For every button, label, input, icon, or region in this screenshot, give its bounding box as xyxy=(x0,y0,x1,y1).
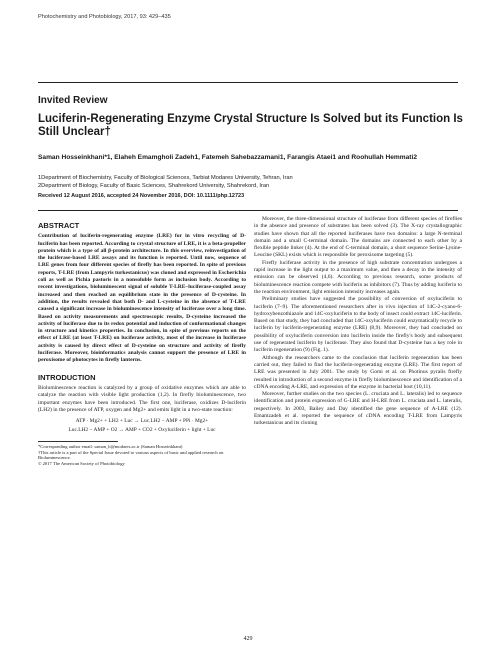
top-rule xyxy=(38,82,458,83)
footnote-rule xyxy=(38,441,118,442)
equation-1: ATP · Mg2+ + LH2 + Luc → Luc.LH2 − AMP + PPi · Mg2+ xyxy=(75,418,209,425)
section-label: Invited Review xyxy=(38,95,108,106)
body-paragraph: Firefly luciferase activity in the presence of high substrate concentration undergoes a rapid increase in the light output to a maximum value, and then a decay in the intensity of emission can be observed (4,6). According to previous research, some products of bioluminescence reaction compete with luciferin as inhibitors (7). Thus by adding luciferin to the reaction environment, light emission intensity increases again. xyxy=(254,259,462,295)
affiliation-1: 1Department of Biochemistry, Faculty of Biological Sciences, Tarbiat Modares University, Tehran, Iran xyxy=(38,175,293,181)
abstract-text: Contribution of luciferin-regenerating enzyme (LRE) for in vitro recycling of D-luciferin has been reported. According to crystal structure of LRE, it is a beta-propeller protein which is a type of all β-protein architecture. In this overview, reinvestigation of the luciferase-based LRE assays and its function is reported. Until now, sequence of LRE genes from four different species of firefly has been reported. In spite of previous reports, T-LRE (from Lampyris turkestanicus) was cloned and expressed in Escherichia coli as well as Pichia pastoris in a nonsoluble form as inclusion body. According to recent investigations, bioluminescent signal of soluble T-LRE–luciferase-coupled assay increased and then reached an equilibrium state in the presence of D-cysteine. In addition, the results revealed that both D- and L-cysteine in the absence of T-LRE caused a significant increase in bioluminescence intensity of luciferase over a long time. Based on activity measurements and spectroscopic results, D-cysteine increased the activity of luciferase due to its redox potential and induction of conformational changes in structure and kinetics properties. In conclusion, in spite of previous reports on the effect of LRE (at least T-LRE) on luciferase activity, most of the increase in luciferase activity is caused by direct effect of D-cysteine on structure and activity of firefly luciferase. Moreover, bioinformatics analysis cannot support the presence of LRE in peroxisome of photocytes in firefly lanterns. xyxy=(38,233,246,364)
left-column xyxy=(38,216,246,467)
introduction-text: Bioluminescence reaction is catalyzed by a group of oxidative enzymes which are able to catalyze the reaction with visible light production (1,2). In firefly bioluminescence, two important enzymes have been introduced. The first one, luciferase, oxidizes D-luciferin (LH2) in the presence of ATP, oxygen and Mg2+ and emits light in a two-state reaction: xyxy=(38,384,246,413)
body-paragraph: Moreover, further studies on the two species (L. cruciata and L. lateralis) led to sequence identification and protein expression of G-LRE and H-LRE from L. cruciata and L. lateralis, respectively. In 2003, Bailey and Day identified the gene sequence of A-LRE (12). Emamzadeh et al. reported the sequence of cDNA encoding T-LRE from Lampyris turkestanicus and its cloning xyxy=(254,391,462,427)
body-paragraph: Although the researchers came to the conclusion that luciferin regeneration has been carried out, they failed to find the luciferin-regenerating enzyme (LRE). The first report of LRE was presented in July 2001. The study by Gomi et al. on Photinus pyralis firefly resulted in introduction of a second enzyme in firefly bioluminescence and identification of a cDNA encoding A-LRE, and expression of the enzyme in bacterial host (10,11). xyxy=(254,354,462,390)
article-title: Luciferin-Regenerating Enzyme Crystal Structure Is Solved but its Function Is Still Unclear† xyxy=(38,113,463,138)
abstract-heading: ABSTRACT xyxy=(38,221,80,230)
footnote-special-issue: †This article is a part of the Special Issue devoted to various aspects of basic and applied research on Bioluminescence. xyxy=(38,449,224,461)
author-list: Saman Hosseinkhani*1, Elaheh Emamgholi Zadeh1, Fatemeh Sahebazzamani1, Farangis Ataei1 and Roohullah Hemmati2 xyxy=(38,154,418,161)
affiliation-2: 2Department of Biology, Faculty of Basic Sciences, Shahrekord University, Shahrekord, Iran xyxy=(38,183,270,189)
received-date: Received 12 August 2016, accepted 24 November 2016, DOI: 10.1111/php.12723 xyxy=(38,193,245,199)
right-column xyxy=(254,216,462,428)
footnote-copyright: © 2017 The American Society of Photobiology xyxy=(38,461,125,467)
page-number: 429 xyxy=(243,636,253,642)
body-paragraph: Preliminary studies have suggested the possibility of conversion of oxyluciferin to luciferin (7–9). The aforementioned researchers after in vivo injection of 14C-2-cyano-6-hydroxybenzothiazole and 14C-oxyluciferin to the body of insect could extract 14C-luciferin. Based on that study, they had concluded that 14C-oxyluciferin could enzymatically recycle to luciferin by luciferin-regenerating enzyme (LRE) (8,9). Moreover, they had concluded on possibility of oxyluciferin conversion into luciferin inside the firefly's body and subsequent use of regenerated luciferin by luciferase. They also found that D-cysteine has a key role in luciferin regeneration (9) (Fig. 1). xyxy=(254,296,462,354)
introduction-heading: INTRODUCTION xyxy=(38,372,96,382)
affiliations xyxy=(38,174,478,190)
body-paragraph: Moreover, the three-dimensional structure of luciferase from different species of fireflies in the absence and presence of substrates has been solved (3). The X-ray crystallographic studies have shown that all the reported luciferases have two domains: a large N-terminal domain and a small C-terminal domain. The domains are connected to each other by a flexible peptide linker (4). At the end of C-terminal domain, a short sequence Serine-Lysine-Leucine (SKL) exists which is responsible for peroxisome targeting (5). xyxy=(254,216,462,259)
header-rule xyxy=(38,210,458,211)
journal-citation: Photochemistry and Photobiology, 2017, 93: 429–435 xyxy=(38,14,171,20)
footnote-corresponding: *Corresponding author email: saman_h@modares.ac.ir (Saman Hosseinkhani) xyxy=(38,443,183,449)
equation-2: Luc.LH2 − AMP + O2 → AMP + CO2 + Oxyluciferin + light + Luc xyxy=(68,427,216,434)
